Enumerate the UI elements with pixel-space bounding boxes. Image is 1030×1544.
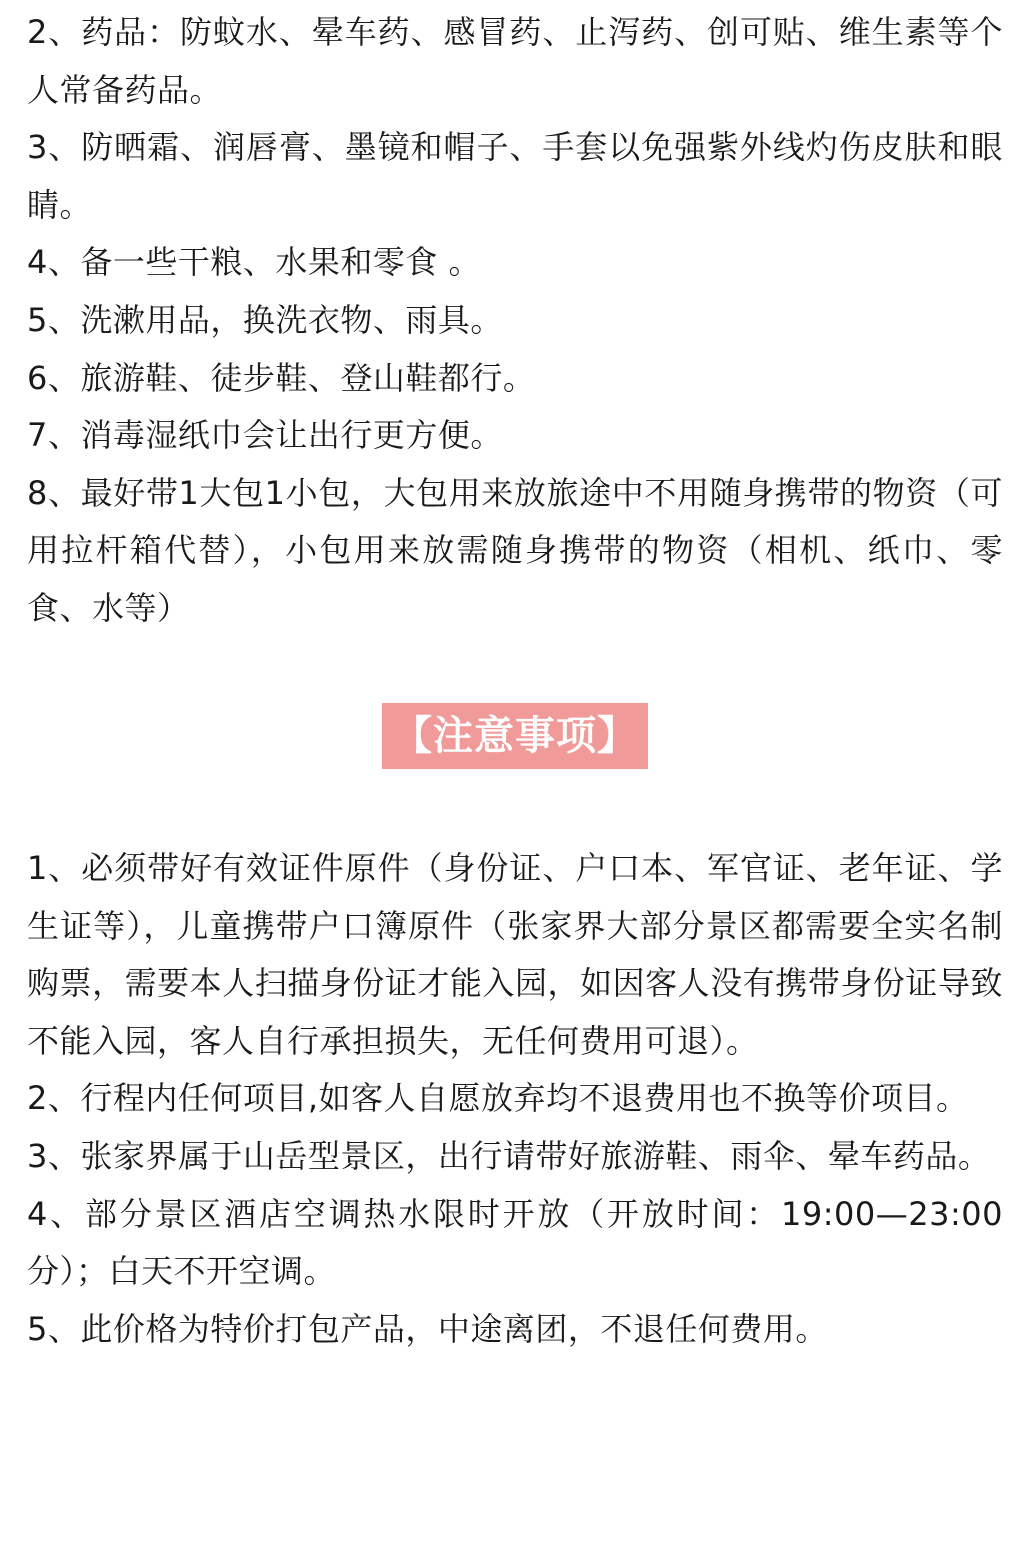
list-item: 5、洗漱用品，换洗衣物、雨具。: [27, 300, 503, 339]
section-heading-wrapper: [0, 703, 1030, 769]
list-item: 6、旅游鞋、徒步鞋、登山鞋都行。: [27, 358, 536, 397]
list-item: 3、防晒霜、润唇膏、墨镜和帽子、手套以免强紫外线灼伤皮肤和眼睛。: [27, 128, 1003, 224]
notice-list: [27, 840, 1003, 1358]
list-item: 7、消毒湿纸巾会让出行更方便。: [27, 416, 503, 455]
list-item: 8、最好带1大包1小包，大包用来放旅途中不用随身携带的物资（可用拉杆箱代替），小包用来放需随身携带的物资（相机、纸巾、零食、水等）: [27, 473, 1003, 627]
list-item: 2、药品：防蚊水、晕车药、感冒药、止泻药、创可贴、维生素等个人常备药品。: [27, 13, 1003, 109]
list-item: 4、部分景区酒店空调热水限时开放（开放时间：19:00—23:00分）；白天不开空调。: [27, 1194, 1003, 1291]
section-heading: 【注意事项】: [382, 703, 648, 769]
list-item: 2、行程内任何项目,如客人自愿放弃均不退费用也不换等价项目。: [27, 1079, 969, 1118]
packing-list: [27, 4, 1003, 638]
list-item: 4、备一些干粮、水果和零食 。: [27, 243, 482, 282]
list-item: 1、必须带好有效证件原件（身份证、户口本、军官证、老年证、学生证等），儿童携带户口簿原件（张家界大部分景区都需要全实名制购票，需要本人扫描身份证才能入园，如因客人没有携带身份证导致不能入园，客人自行承担损失，无任何费用可退）。: [27, 849, 1003, 1060]
list-item: 5、此价格为特价打包产品，中途离团，不退任何费用。: [27, 1309, 828, 1348]
list-item: 3、张家界属于山岳型景区，出行请带好旅游鞋、雨伞、晕车药品。: [27, 1136, 991, 1175]
